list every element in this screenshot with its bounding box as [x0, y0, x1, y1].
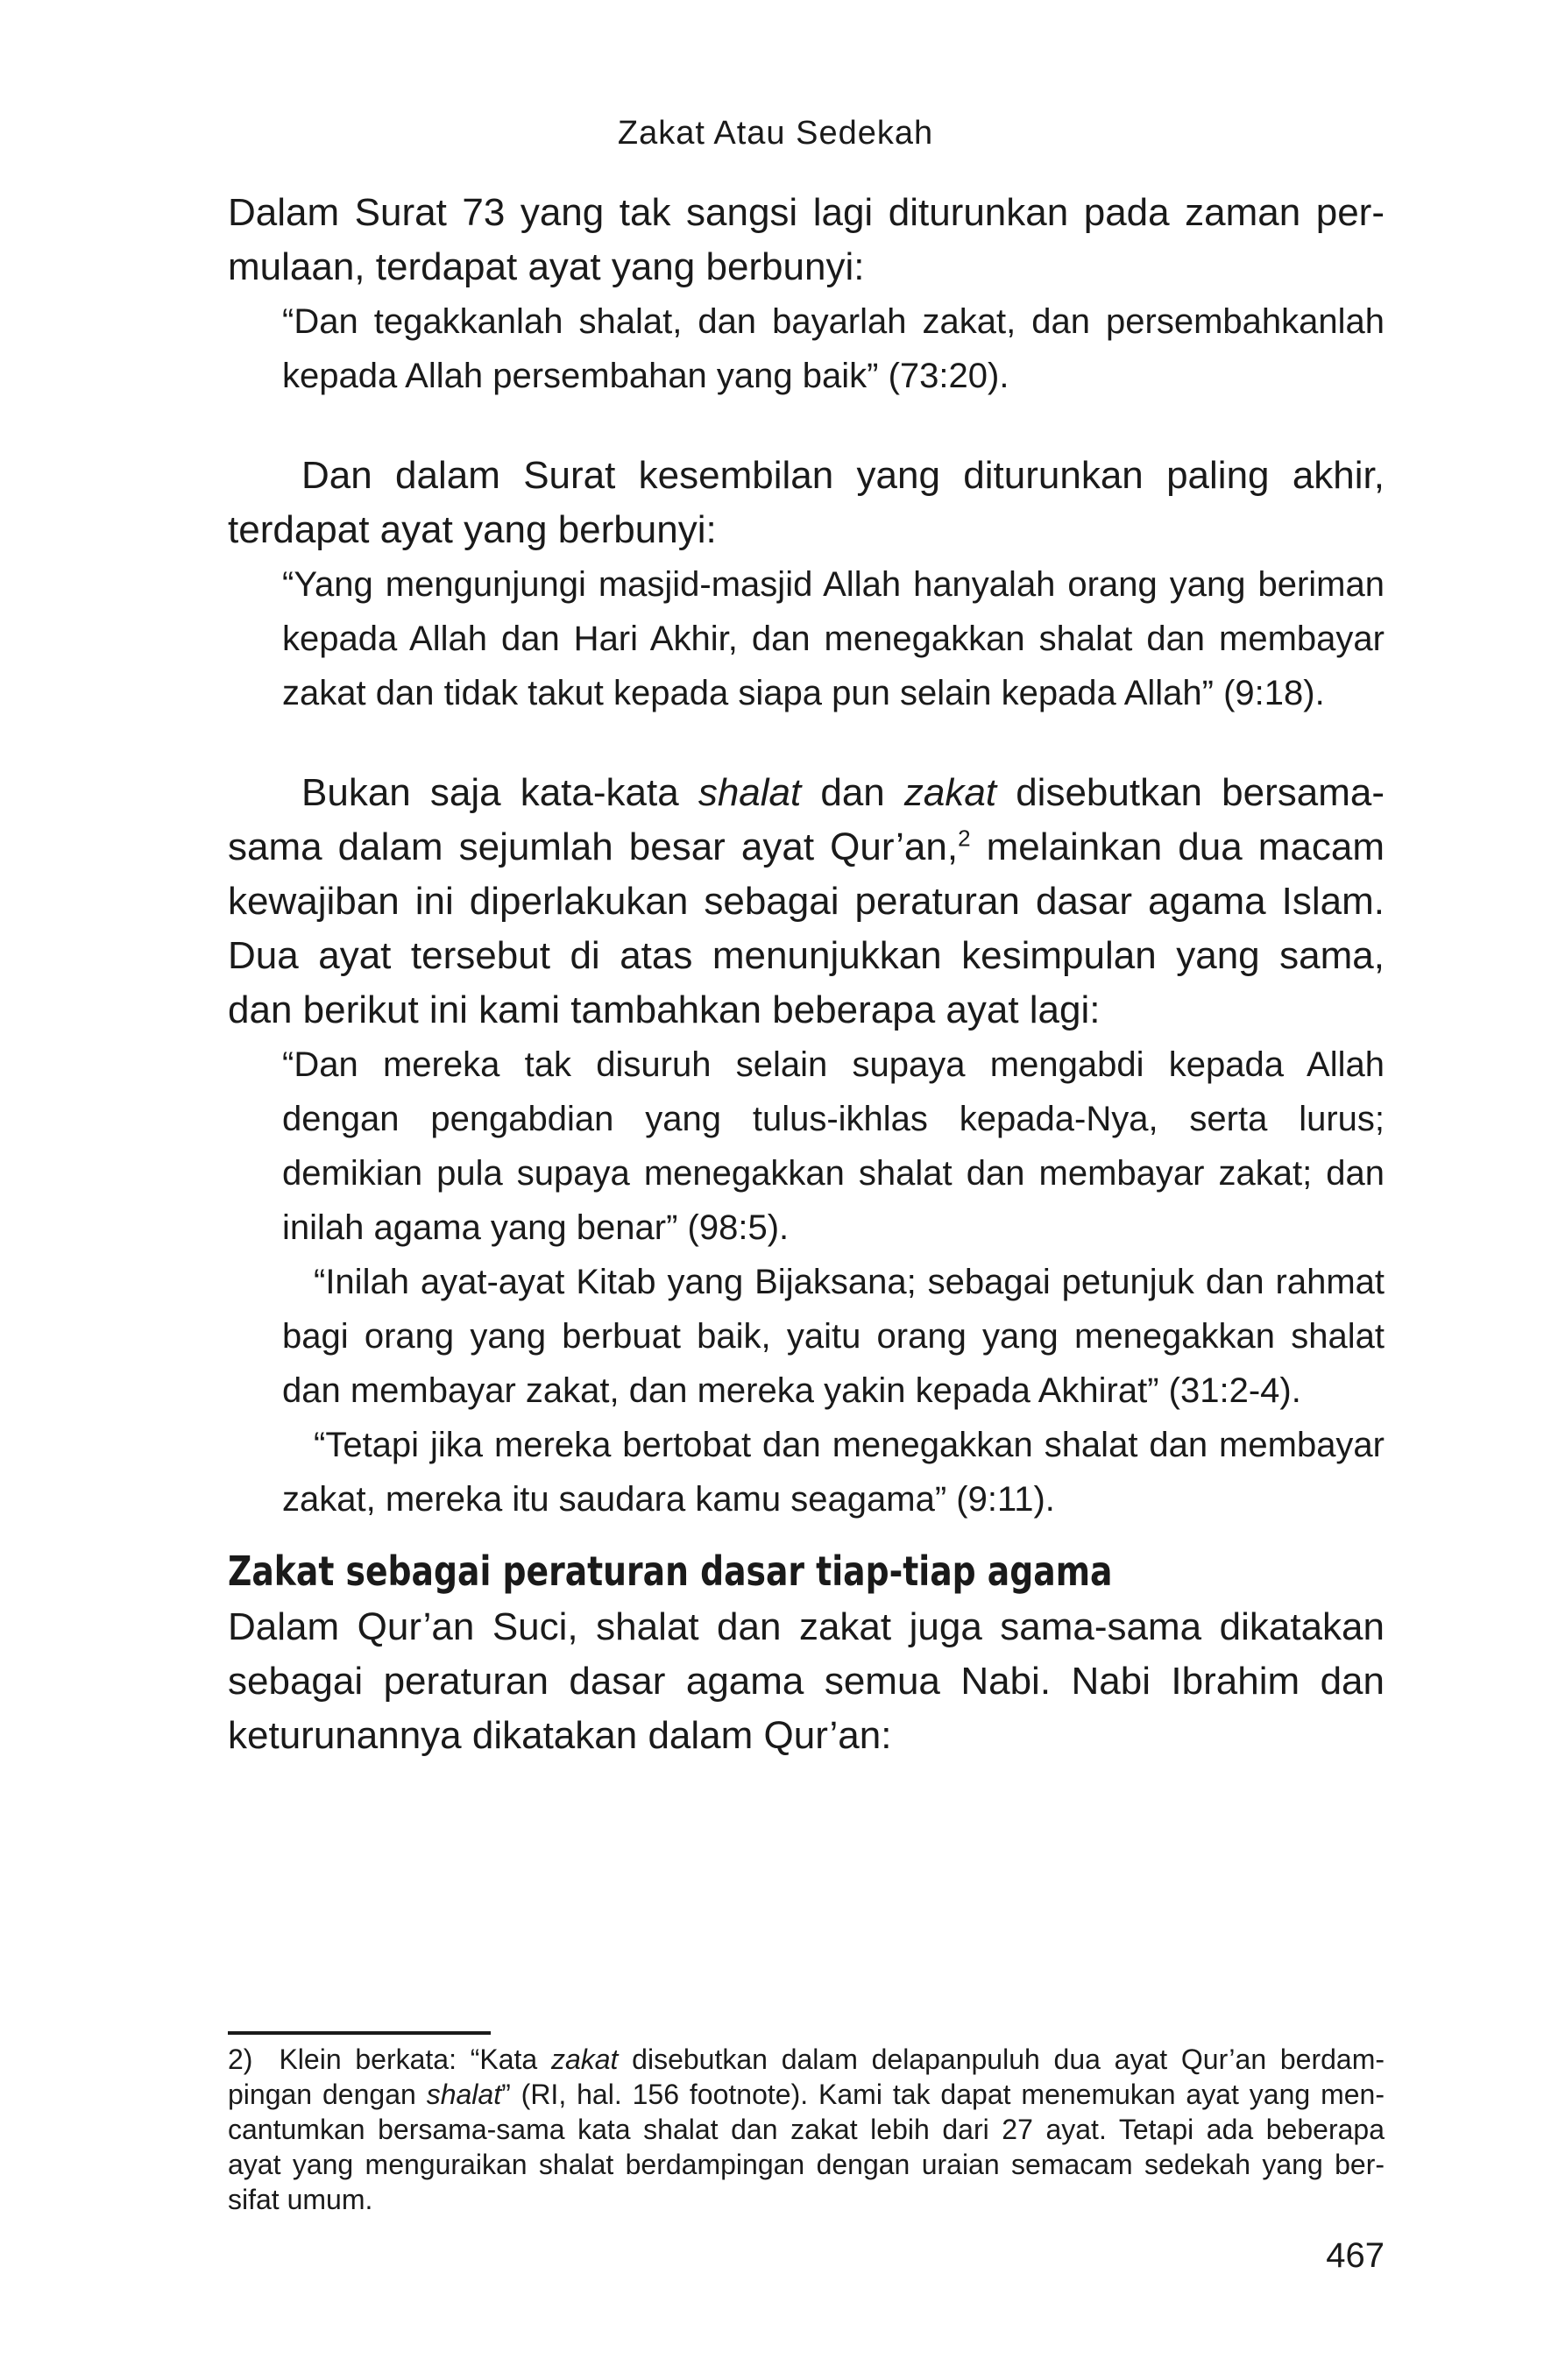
footnote-number: 2): [228, 2044, 253, 2075]
p3-italic-shalat: shalat: [698, 771, 802, 814]
footnote-2: [228, 2042, 1385, 2217]
footnote-text-a: Klein berkata: “Kata: [279, 2044, 551, 2075]
p3-text-a: Bukan saja kata-kata: [301, 771, 698, 814]
footnote-text-c: ” (RI, hal. 156 footnote). Kami tak dapat menemukan ayat yang mencantumkan bersama-sama kata shalat dan zakat lebih dari 27 ayat. Tetapi ada beberapa ayat yang menguraikan shalat berdampingan dengan uraian semacam sedekah yang bersifat umum.: [228, 2079, 1385, 2215]
p3-text-d: melainkan dua macam kewajiban ini diperlakukan sebagai peraturan dasar agama Islam. Dua ayat tersebut di atas menunjukkan kesimpulan yang sama, dan berikut ini kami tambahkan beberapa ayat lagi:: [228, 825, 1385, 1031]
paragraph-3: [228, 766, 1385, 1038]
quote-9-11: “Tetapi jika mereka bertobat dan menegakkan shalat dan membayar zakat, mereka itu saudara kamu seagama” (9:11).: [282, 1426, 1385, 1519]
running-header: Zakat Atau Sedekah: [617, 115, 934, 152]
footnote-italic-shalat: shalat: [426, 2079, 502, 2110]
page-number: 467: [1326, 2236, 1385, 2275]
footnote-italic-zakat: zakat: [550, 2044, 619, 2075]
section-heading: Zakat sebagai peraturan dasar tiap-tiap agama: [228, 1548, 1113, 1595]
quote-9-18: “Yang mengunjungi masjid-masjid Allah hanyalah orang yang beriman kepada Allah dan Hari Akhir, dan menegakkan shalat dan membayar zakat dan tidak takut kepada siapa pun selain kepada Allah” (9:18).: [282, 565, 1385, 712]
quote-98-5: “Dan mereka tak disuruh selain supaya mengabdi kepada Allah dengan pengabdian yang tulus-ikhlas kepada-Nya, serta lurus; demikian pula supaya menegakkan shalat dan membayar zakat; dan inilah agama yang benar” (98:5).: [282, 1045, 1385, 1247]
footnote-ref-2[interactable]: 2: [958, 825, 971, 852]
paragraph-2: Dan dalam Surat kesembilan yang diturunkan paling akhir, terdapat ayat yang berbunyi:: [228, 454, 1385, 551]
paragraph-4: Dalam Qur’an Suci, shalat dan zakat juga sama-sama dikatakan sebagai peraturan dasar agama semua Nabi. Nabi Ibrahim dan keturunannya dikatakan dalam Qur’an:: [228, 1605, 1385, 1757]
p3-text-b: dan: [801, 771, 904, 814]
p3-text-c: disebutkan bersama-sama dalam sejumlah besar ayat Qur’an,: [228, 771, 1385, 868]
p3-italic-zakat: zakat: [903, 771, 997, 814]
footnote-divider: [228, 2031, 491, 2035]
main-text: [228, 186, 1385, 1763]
quote-73-20: “Dan tegakkanlah shalat, dan bayarlah zakat, dan persembahkanlah kepada Allah persembahan yang baik” (73:20).: [282, 302, 1385, 395]
paragraph-1: Dalam Surat 73 yang tak sangsi lagi diturunkan pada zaman permulaan, terdapat ayat yang berbunyi:: [228, 191, 1385, 288]
quote-31-2-4: “Inilah ayat-ayat Kitab yang Bijaksana; sebagai petunjuk dan rahmat bagi orang yang berbuat baik, yaitu orang yang menegakkan shalat dan membayar zakat, dan mereka yakin kepada Akhirat” (31:2-4).: [282, 1263, 1385, 1410]
footnote-text-b: disebutkan dalam delapanpuluh dua ayat Qur’an berdampingan dengan: [228, 2044, 1385, 2110]
